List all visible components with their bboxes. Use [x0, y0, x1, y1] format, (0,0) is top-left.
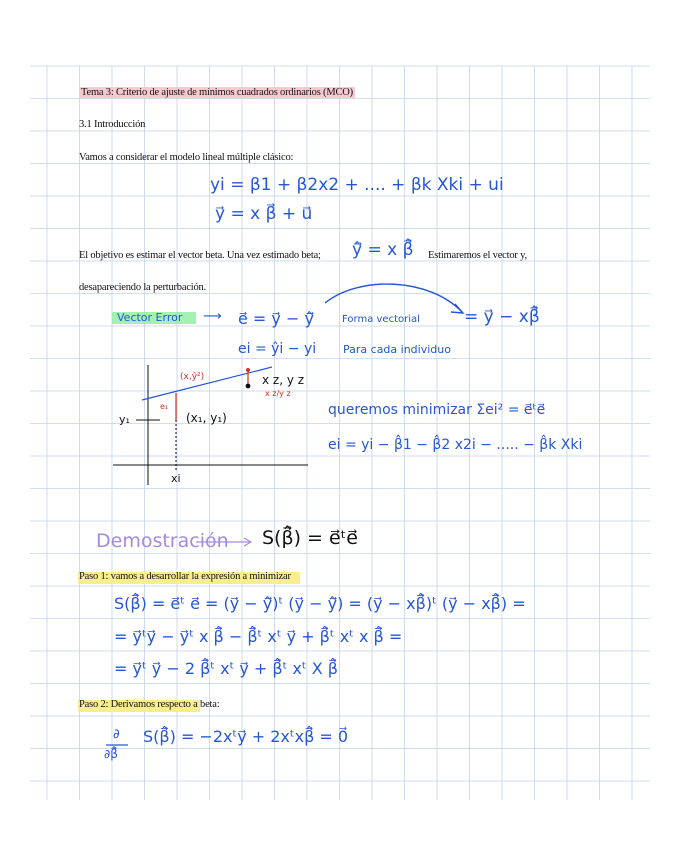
figure-e1-label: e₁	[160, 402, 169, 411]
step1-text: Paso 1: vamos a desarrollar la expresión a minimizar	[79, 571, 291, 582]
demo-label: Demostración	[96, 530, 229, 552]
vector-error-label: Vector Error	[117, 311, 183, 324]
error-definition: e⃗ = y⃗ − ŷ⃗	[238, 309, 314, 328]
figure-point-c: (x₁, y₁)	[186, 411, 227, 425]
intro-text: Vamos a considerar el modelo lineal múltiple clásico:	[79, 152, 294, 163]
figure-xi-label: xi	[171, 472, 181, 485]
objective-text-c: desapareciendo la perturbación.	[79, 282, 207, 293]
minimize-goal: queremos minimizar Σei² = e⃗ᵗe⃗	[328, 402, 546, 418]
model-scalar-equation: yi = β1 + β2x2 + .... + βk Xki + ui	[210, 175, 504, 195]
vector-error-arrow: ⟶	[203, 309, 222, 324]
title-highlight: Tema 3: Criterio de ajuste de mínimos cuadrados ordinarios (MCO)	[81, 87, 353, 98]
figure-point-b-sub: x z/y z	[265, 389, 291, 398]
figure-point-b: x z, y z	[262, 373, 305, 387]
derivative-equation: S(β̂⃗) = −2xᵗy⃗ + 2xᵗxβ̂⃗ = 0⃗	[143, 727, 349, 746]
s-beta-definition: S(β̂⃗) = e⃗ᵗe⃗	[262, 527, 358, 549]
residual-individual: ei = ŷi − yi	[238, 341, 317, 357]
figure-point-a: (x,ŷ²)	[180, 372, 205, 382]
step2-text: Paso 2: Derivamos respecto a beta:	[79, 699, 220, 710]
yhat-equation: ŷ⃗ = x β̂⃗	[352, 240, 414, 260]
forma-vectorial-label: Forma vectorial	[342, 314, 420, 325]
objective-text-b: Estimaremos el vector y,	[428, 250, 527, 261]
objective-text: El objetivo es estimar el vector beta. Una vez estimado beta;	[79, 250, 321, 261]
para-cada-individuo: Para cada individuo	[343, 343, 451, 356]
step1-line1: S(β̂⃗) = e⃗ᵗ e⃗ = (y⃗ − ŷ⃗)ᵗ (y⃗ − ŷ⃗) = (y⃗ − xβ̂⃗)ᵗ (y⃗ − xβ̂⃗) =	[114, 594, 526, 613]
derivative-numerator: ∂	[113, 727, 120, 742]
error-vector-form: = y⃗ − xβ̂⃗	[464, 307, 540, 327]
derivative-denominator: ∂β̂⃗	[104, 747, 118, 761]
step1-line3: = y⃗ᵗ y⃗ − 2 β̂⃗ᵗ xᵗ y⃗ + β̂⃗ᵗ xᵗ X β̂⃗	[114, 659, 338, 678]
step1-line2: = y⃗ᵗy⃗ − y⃗ᵗ x β̂⃗ − β̂⃗ᵗ xᵗ y⃗ + β̂⃗ᵗ xᵗ x β̂⃗ =	[114, 627, 403, 646]
figure-y1-label: y₁	[119, 413, 130, 426]
residual-expanded: ei = yi − β̂1 − β̂2 x2i − ..... − β̂k Xki	[328, 437, 583, 453]
section-heading: 3.1 Introducción	[79, 119, 146, 130]
model-vector-equation: y⃗ = x β⃗ + u⃗	[215, 204, 313, 224]
